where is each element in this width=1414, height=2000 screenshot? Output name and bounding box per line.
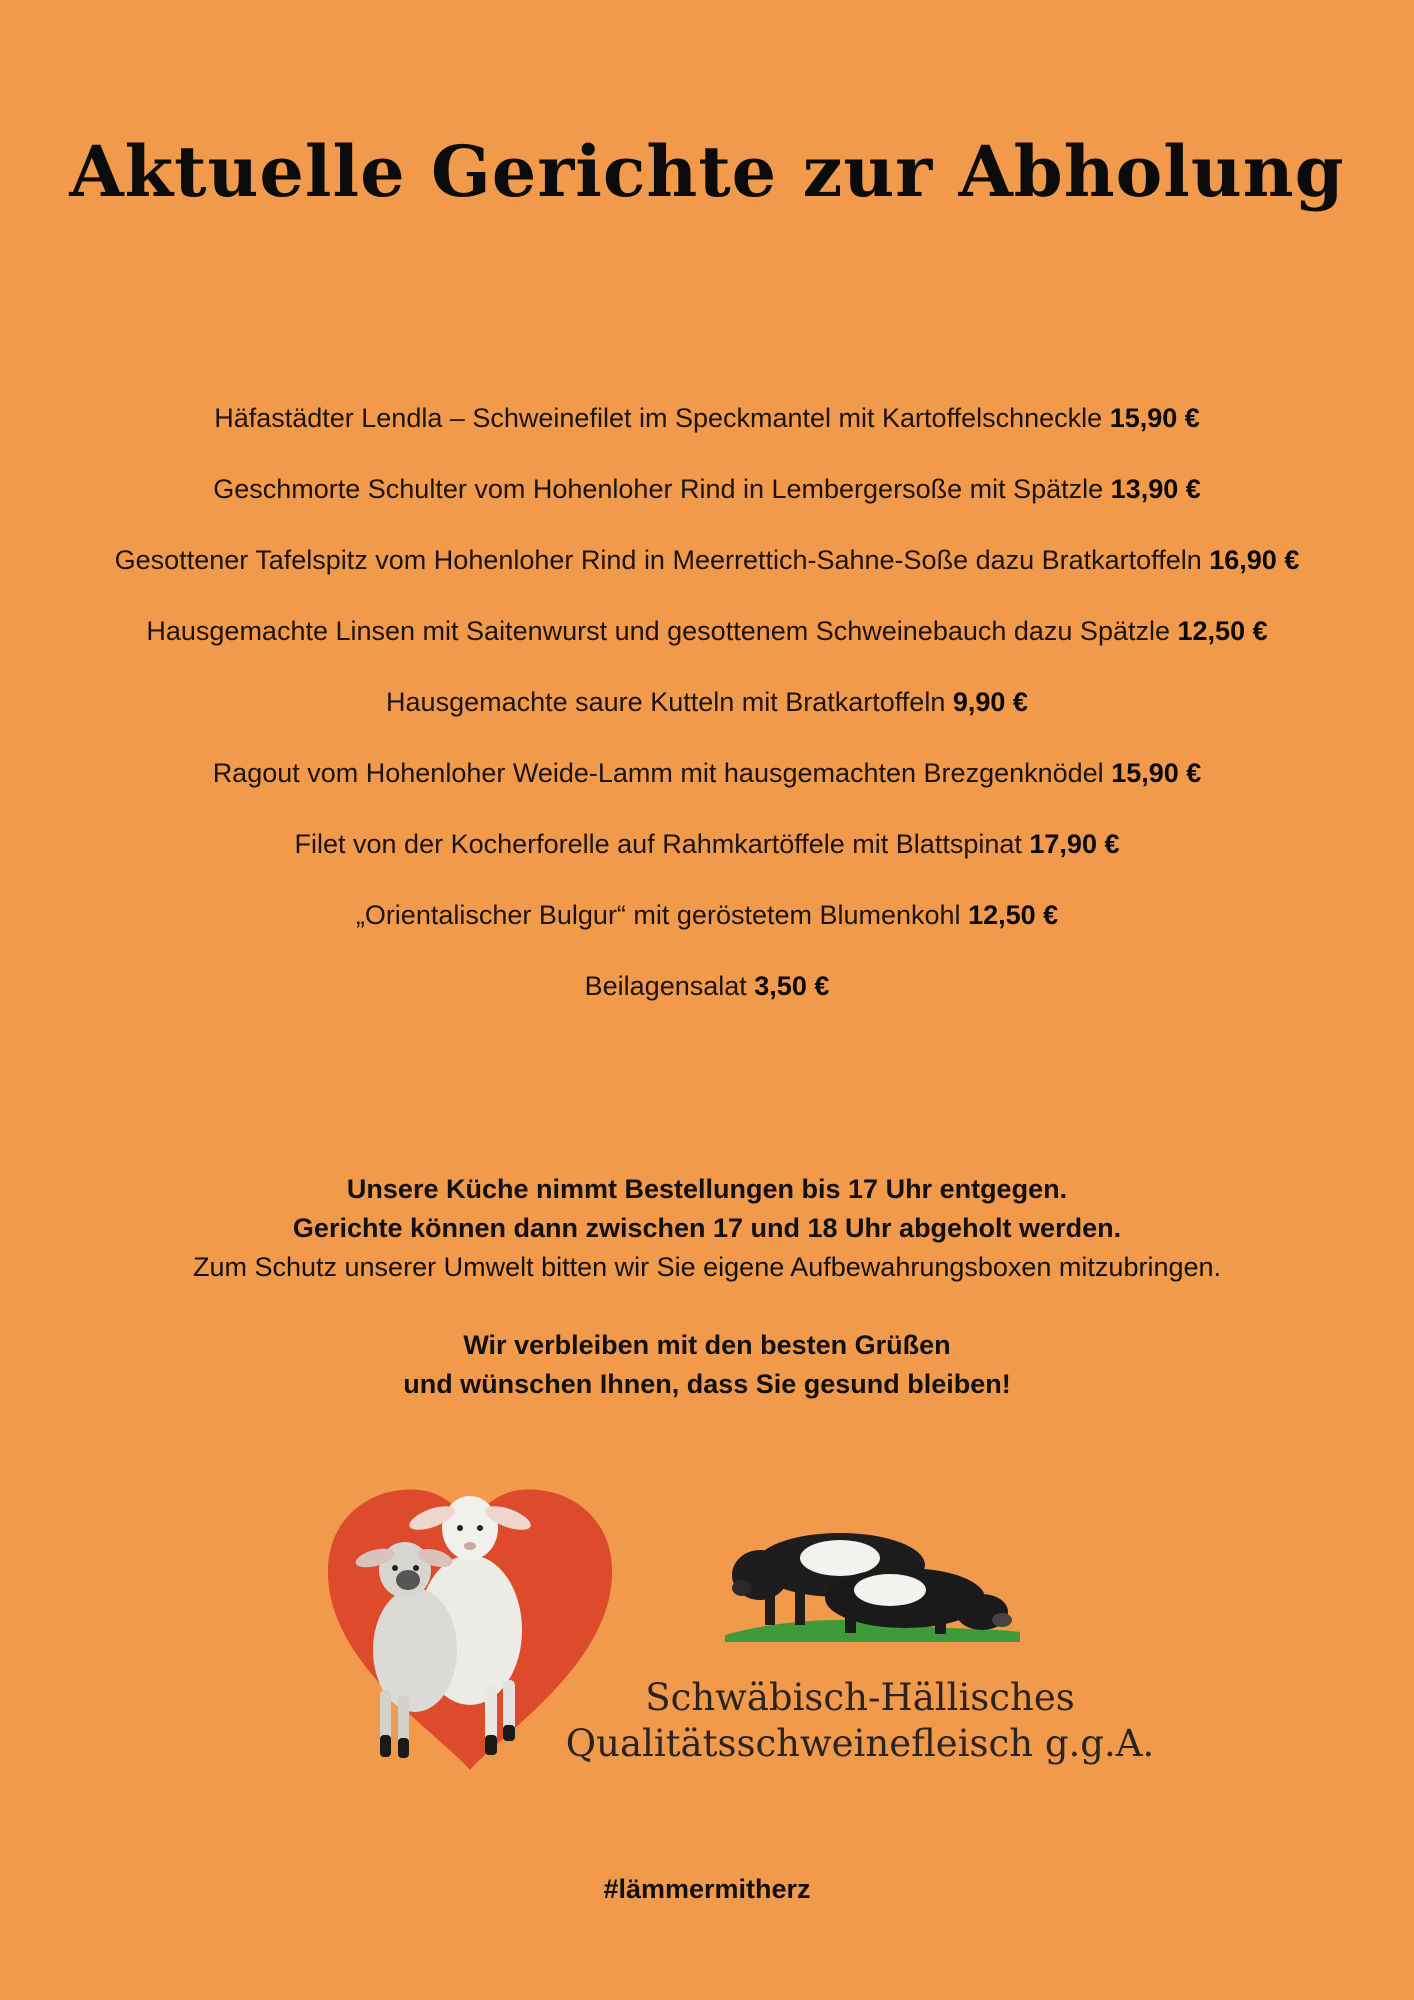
dish-name: Filet von der Kocherforelle auf Rahmkartöffele mit Blattspinat xyxy=(294,829,1022,859)
dish-name: Geschmorte Schulter vom Hohenloher Rind in Lembergersoße mit Spätzle xyxy=(213,474,1104,504)
dish-price: 12,50 € xyxy=(1177,616,1268,646)
hashtag: #lämmermitherz xyxy=(603,1874,811,1904)
dish-name: Hausgemachte saure Kutteln mit Bratkartoffeln xyxy=(386,687,946,717)
dish-price: 15,90 € xyxy=(1109,403,1200,433)
dish-name: Ragout vom Hohenloher Weide-Lamm mit hausgemachten Brezgenknödel xyxy=(212,758,1104,788)
menu-item xyxy=(0,964,1414,1035)
order-deadline-text: Unsere Küche nimmt Bestellungen bis 17 Uhr entgegen. xyxy=(346,1174,1068,1204)
brand-line-2: Qualitätsschweinefleisch g.g.A. xyxy=(565,1722,1155,1765)
dish-name: Häfastädter Lendla – Schweinefilet im Speckmantel mit Kartoffelschneckle xyxy=(214,403,1103,433)
menu-item xyxy=(0,538,1414,609)
dish-price: 9,90 € xyxy=(952,687,1028,717)
dish-name: Gesottener Tafelspitz vom Hohenloher Rind in Meerrettich-Sahne-Soße dazu Bratkartoffeln xyxy=(114,545,1202,575)
dish-name: Beilagensalat xyxy=(584,971,747,1001)
brand-line-1: Schwäbisch-Hällisches xyxy=(645,1676,1075,1719)
pigs-logo xyxy=(720,1520,1030,1645)
dish-name: „Orientalischer Bulgur“ mit geröstetem Blumenkohl xyxy=(355,900,961,930)
packaging-text: Zum Schutz unserer Umwelt bitten wir Sie eigene Aufbewahrungsboxen mitzubringen. xyxy=(192,1252,1222,1282)
page-title: Aktuelle Gerichte zur Abholung xyxy=(69,130,1345,213)
dish-price: 17,90 € xyxy=(1029,829,1120,859)
logo-area xyxy=(320,1480,1160,1780)
dish-price: 15,90 € xyxy=(1111,758,1202,788)
spacer xyxy=(0,1287,1414,1326)
pickup-notes xyxy=(0,1170,1414,1404)
greeting-line-1: Wir verbleiben mit den besten Grüßen xyxy=(463,1330,951,1360)
greeting-line-2: und wünschen Ihnen, dass Sie gesund bleiben! xyxy=(403,1369,1011,1399)
menu-item xyxy=(0,751,1414,822)
menu-item xyxy=(0,396,1414,467)
pig-icon xyxy=(825,1568,1012,1634)
menu-item xyxy=(0,893,1414,964)
dish-price: 3,50 € xyxy=(754,971,830,1001)
dish-price: 13,90 € xyxy=(1110,474,1201,504)
dish-name: Hausgemachte Linsen mit Saitenwurst und gesottenem Schweinebauch dazu Spätzle xyxy=(146,616,1170,646)
menu-item xyxy=(0,680,1414,751)
menu-item xyxy=(0,467,1414,538)
pickup-window-text: Gerichte können dann zwischen 17 und 18 Uhr abgeholt werden. xyxy=(292,1213,1122,1243)
dish-price: 16,90 € xyxy=(1209,545,1300,575)
brand-name xyxy=(560,1675,1160,1767)
menu-item xyxy=(0,822,1414,893)
dish-price: 12,50 € xyxy=(968,900,1059,930)
menu-list xyxy=(0,396,1414,1035)
menu-item xyxy=(0,609,1414,680)
